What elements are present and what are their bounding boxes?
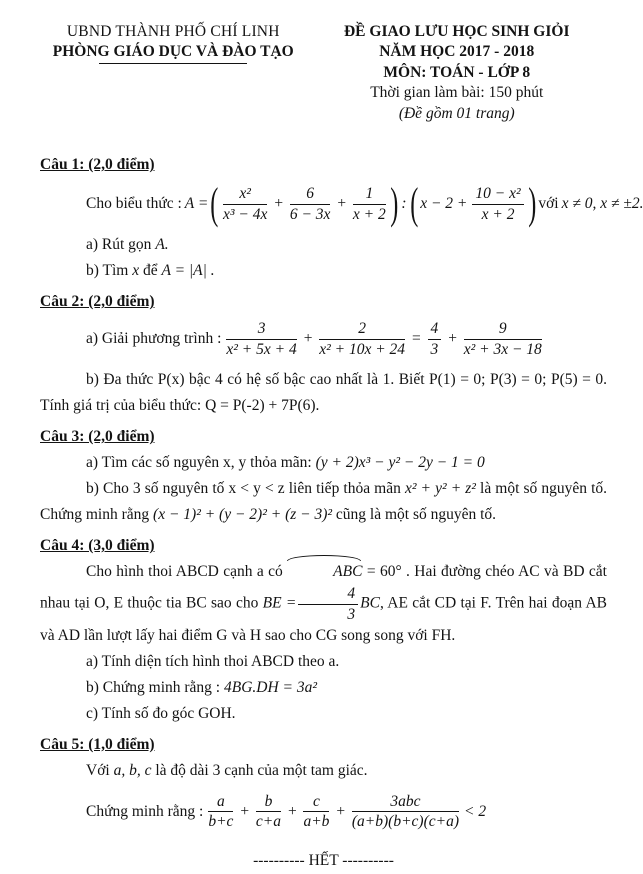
q1-b-text2: để	[139, 262, 162, 280]
numerator: x²	[223, 185, 267, 204]
q4-part-c: c) Tính số đo góc GOH.	[86, 704, 236, 722]
q3-part-b	[40, 476, 607, 528]
denominator: x² + 10x + 24	[319, 340, 406, 358]
plus-operator: +	[447, 330, 458, 348]
q4-text2: = 60° . Hai đường chéo AC và BD cắt nhau tại O, E thuộc tia BC sao cho	[40, 563, 607, 612]
plus-operator: +	[239, 802, 250, 820]
denominator: 3	[347, 605, 356, 623]
denominator: x + 2	[352, 205, 386, 223]
q1-title: Câu 1: (2,0 điểm)	[40, 156, 155, 174]
numerator: 6	[290, 185, 331, 204]
q1-part-a	[40, 232, 607, 258]
issuer-line1: UBND THÀNH PHỐ CHÍ LINH	[66, 23, 280, 40]
q4-b-math: 4BG.DH = 3a²	[224, 678, 318, 696]
subject-grade: MÔN: TOÁN - LỚP 8	[383, 63, 531, 81]
numerator: 1	[353, 185, 386, 204]
q3-b-text3: cũng là một số nguyên tố.	[332, 506, 497, 524]
denominator: 6 − 3x	[289, 205, 331, 223]
issuer-underline	[99, 63, 247, 64]
q3-b-math1: x² + y² + z²	[404, 480, 476, 498]
fraction	[298, 585, 358, 623]
q5-text2: là độ dài 3 cạnh của một tam giác.	[151, 761, 368, 779]
q1-condition: x ≠ 0, x ≠ ±2.	[561, 195, 643, 213]
issuer-line2: PHÒNG GIÁO DỤC VÀ ĐÀO TẠO	[52, 43, 294, 61]
q3-b-math2: (x − 1)² + (y − 2)² + (z − 3)²	[153, 506, 333, 524]
q3-b-text2: là một số nguyên tố. Chứng minh rằng	[40, 480, 607, 524]
q4-be-math: BE =	[262, 594, 297, 612]
q2-equation	[40, 316, 607, 362]
denominator: x + 2	[481, 205, 515, 223]
plus-operator: +	[302, 330, 314, 348]
q1-lhs: A =	[184, 195, 209, 213]
q1-mid-term: x − 2 +	[420, 195, 468, 213]
open-paren: (	[409, 179, 418, 229]
open-paren: (	[210, 179, 219, 229]
fraction	[464, 320, 542, 358]
q5-prove-label: Chứng minh rằng :	[86, 802, 204, 820]
q3-a-text: a) Tìm các số nguyên x, y thỏa mãn:	[86, 454, 316, 472]
q3-a-equation: (y + 2)x³ − y² − 2y − 1 = 0	[315, 454, 485, 472]
denominator: c+a	[255, 813, 281, 831]
fraction	[208, 793, 233, 831]
duration: Thời gian làm bài: 150 phút	[370, 84, 544, 102]
numerator: b	[256, 793, 281, 812]
plus-operator: +	[286, 802, 298, 820]
plus-operator: +	[336, 195, 347, 213]
q3-part-a	[40, 450, 607, 476]
q5-less-than: < 2	[464, 802, 487, 820]
numerator: 2	[319, 320, 405, 339]
q1-b-var: x	[132, 262, 140, 280]
q2-part-b: b) Đa thức P(x) bậc 4 có hệ số bậc cao nhất là 1. Biết P(1) = 0; P(3) = 0; P(5) = 0. Tính giá trị của biểu thức: Q = P(-2) + 7P(6).	[40, 371, 607, 415]
q1-voi: với	[538, 195, 559, 213]
plus-operator: +	[335, 802, 346, 820]
numerator: c	[303, 793, 329, 812]
q1-b-text: b) Tìm	[86, 262, 133, 280]
q2-title: Câu 2: (2,0 điểm)	[40, 293, 155, 311]
plus-operator: +	[273, 195, 284, 213]
q4-text1: Cho hình thoi ABCD cạnh a có	[86, 563, 288, 581]
q3-title: Câu 3: (2,0 điểm)	[40, 428, 155, 446]
fraction	[353, 185, 386, 223]
denominator: 3	[430, 340, 439, 358]
fraction	[472, 185, 523, 223]
document-header	[40, 22, 607, 124]
q2-a-label: a) Giải phương trình :	[86, 330, 222, 348]
fraction	[303, 793, 329, 831]
fraction	[223, 185, 267, 223]
q5-text1: Với	[86, 761, 114, 779]
numerator: 4	[298, 585, 358, 604]
page-count-note: (Đề gồm 01 trang)	[398, 104, 515, 122]
school-year: NĂM HỌC 2017 - 2018	[379, 43, 535, 61]
q1-part-b	[40, 258, 607, 284]
numerator: 3abc	[352, 793, 459, 812]
q5-title: Câu 5: (1,0 điểm)	[40, 735, 155, 753]
denominator: x³ − 4x	[222, 205, 268, 223]
q5-statement	[40, 758, 607, 784]
q4-statement	[40, 559, 607, 649]
q1-a-math: A.	[155, 236, 169, 254]
fraction	[319, 320, 405, 358]
fraction	[256, 793, 281, 831]
q5-vars: a, b, c	[113, 761, 152, 779]
denominator: a+b	[303, 813, 330, 831]
fraction	[352, 793, 459, 831]
q1-formula	[40, 179, 643, 229]
q5-inequality	[40, 788, 607, 836]
numerator: a	[208, 793, 233, 812]
exam-title-block	[306, 22, 607, 124]
denominator: b+c	[208, 813, 234, 831]
end-marker: ---------- HẾT ----------	[253, 851, 394, 869]
q4-bc-math: BC	[360, 594, 380, 612]
q4-title: Câu 4: (3,0 điểm)	[40, 537, 155, 555]
close-paren: )	[527, 179, 537, 229]
exam-title: ĐỀ GIAO LƯU HỌC SINH GIỎI	[343, 23, 570, 40]
fraction	[428, 320, 442, 358]
q4-part-a: a) Tính diện tích hình thoi ABCD theo a.	[86, 652, 340, 670]
numerator: 4	[428, 320, 442, 339]
denominator: x² + 3x − 18	[463, 340, 542, 358]
angle-hat-abc: ABC	[287, 559, 362, 585]
q4-text3: , AE cắt CD tại F. Trên hai đoạn AB và AD lần lượt lấy hai điểm G và H sao cho CG song song với FH.	[40, 594, 607, 644]
q3-b-text1: b) Cho 3 số nguyên tố x < y < z liên tiếp thỏa mãn	[86, 480, 405, 498]
numerator: 3	[226, 320, 296, 339]
q4-part-b	[40, 675, 607, 701]
q1-intro: Cho biểu thức :	[86, 195, 182, 213]
fraction	[290, 185, 331, 223]
q1-b-math: A = |A| .	[161, 262, 215, 280]
close-paren: )	[390, 179, 399, 229]
q4-b-text: b) Chứng minh rằng :	[86, 678, 224, 696]
numerator: 9	[464, 320, 542, 339]
issuer-block	[40, 22, 306, 124]
divide-operator: :	[401, 195, 407, 213]
q1-a-text: a) Rút gọn	[86, 236, 156, 254]
denominator: (a+b)(b+c)(c+a)	[351, 813, 459, 831]
fraction	[226, 320, 296, 358]
equals-operator: =	[411, 330, 422, 348]
numerator: 10 − x²	[472, 185, 523, 204]
denominator: x² + 5x + 4	[226, 340, 297, 358]
